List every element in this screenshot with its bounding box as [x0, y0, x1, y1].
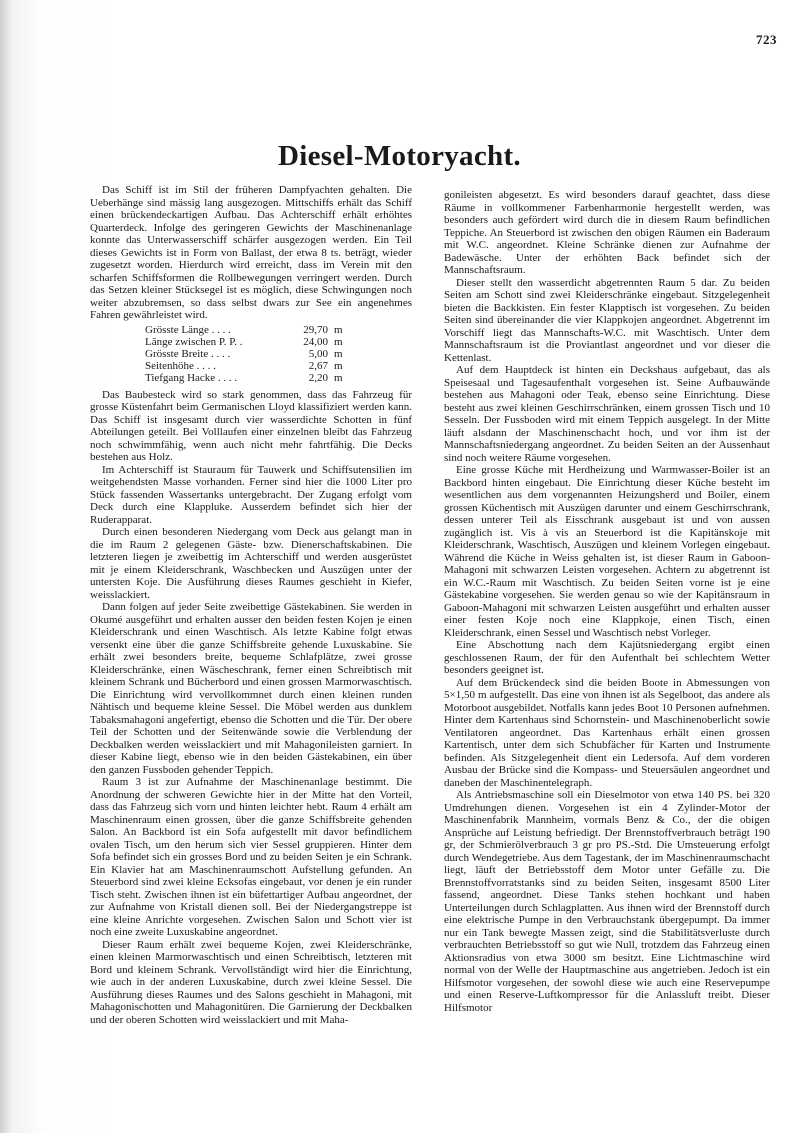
spec-value: 2,67	[308, 359, 328, 372]
spec-label: Tiefgang Hacke . . . .	[145, 371, 238, 384]
paragraph: Dieser Raum erhält zwei bequeme Kojen, zwei Kleiderschränke, einen kleinen Marmorwaschtisch und einen Schreibtisch, letzteren mit Bord und kleinem Schrank. Vervollständigt wird hier die Einrichtung, wie auch in der anderen Luxuskabine, durch zwei kleine Sessel. Die Ausführung dieses Raumes und des Salons geschieht in Mahagoni, mit Mahagonischotten und Mahagonitüren. Die Garnierung der Deckbalken und der oberen Schotten wird weisslackiert und mit Maha-	[90, 938, 412, 1026]
page-number: 723	[756, 32, 777, 47]
spec-unit: m	[334, 335, 343, 348]
paragraph: Eine Abschottung nach dem Kajütsniedergang ergibt einen geschlossenen Raum, der für den Aufenthalt bei schlechtem Wetter besonders geeignet ist.	[444, 639, 770, 676]
paragraph: Als Antriebsmaschine soll ein Dieselmotor von etwa 140 PS. bei 320 Umdrehungen dienen. Vorgesehen ist ein 4 Zylinder-Motor der Maschinenfabrik Mannheim, vormals Benz & Co., der die obigen Ansprüche auf Leistung befriedigt. Der Brennstoffverbrauch beträgt 190 gr, der Schmierölverbrauch 3 gr pro PS.-Std. Die Umsteuerung erfolgt durch Wendegetriebe. Aus dem Tagestank, der im Maschinenraumschacht liegt, läuft der Betriebsstoff dem Motor unter Gefälle zu. Die Brennstoffvorratstanks sind zu beiden Seiten, insgesamt 8500 Liter fassend, angeordnet. Diese Tanks stehen hochkant und haben Unterteilungen durch Schlagplatten. Aus ihnen wird der Brennstoff durch eine elektrische Pumpe in den Verbrauchstank übergepumpt. Da immer nur ein Tank bewegte Massen zeigt, sind die Stabilitätsverluste durch verbrauchten Betriebsstoff so gut wie Null, trotzdem das Fahrzeug einen Aktionsradius von etwa 3000 sm besitzt. Eine Lichtmaschine wird normal von der Welle der Hauptmaschine aus angetrieben. Jedoch ist ein Hilfsmotor vorgesehen, der sowohl diese wie auch eine Reservepumpe und einen Reserve-Luftkompressor für die Anlassluft treibt. Dieser Hilfsmotor	[444, 789, 770, 1014]
paragraph: Raum 3 ist zur Aufnahme der Maschinenanlage bestimmt. Die Anordnung der schweren Gewichte hier in der Mitte hat den Vorteil, dass das Fahrzeug sich vorn und hinten leichter hebt. Raum 4 erhält am Maschinenraum einen grossen, über die ganze Schiffsbreite gehenden Salon. An Backbord ist ein Sofa aufgestellt mit davor befindlichem ovalen Tisch, um den herum sich vier Sessel gruppieren. Hinter dem Sofa befindet sich ein grosses Bord und zu beiden Seiten je ein Schrank. Ein Klavier hat am Maschinenraumschott Aufstellung gefunden. An Steuerbord sind zwei kleine Ecksofas eingebaut, vor denen je ein runder Tisch steht. Zwischen ihnen ist ein büfettartiger Aufbau angeordnet, der zur Aufnahme von Kristall dienen soll. Bei der Niedergangstreppe ist eine kleine Anrichte vorgesehen. Zwischen Salon und Schott vier ist noch eine zweite Luxuskabine angeordnet.	[90, 776, 412, 938]
paragraph: Auf dem Brückendeck sind die beiden Boote in Abmessungen von 5×1,50 m aufgestellt. Das eine von ihnen ist als Segelboot, das andere als Motorboot ausgebildet. Notfalls kann jedes Boot 10 Personen aufnehmen. Hinter dem Kartenhaus sind Schornstein- und Maschinenoberlicht sowie Ventilatoren angeordnet. Das Kartenhaus erhält einen grossen Kartentisch, unter dem sich Schubfächer für Karten und Instrumente befinden. Als Sitzgelegenheit dient ein Ledersofa. Auf dem vorderen Ausbau der Brücke sind die Kompass- und Steuersäulen angeordnet und daneben der Maschinentelegraph.	[444, 676, 770, 789]
spec-label: Länge zwischen P. P. .	[145, 335, 243, 348]
paragraph: Eine grosse Küche mit Herdheizung und Warmwasser-Boiler ist an Backbord hinten eingebaut. Die Einrichtung dieser Küche besteht im wesentlichen aus dem vorgenannten Heizungsherd und Boiler, einem grossen Küchentisch mit Auszügen darunter und einem Geschirrschrank, dessen unterer Teil als Eisschrank ausgebaut ist und von aussen zugänglich ist. Vis à vis an Steuerbord ist die Kapitänskoje mit Kleiderschrank, Waschtisch, Auszügen und kleinem Vorlegen eingebaut. Während die Küche in Weiss gehalten ist, ist dieser Raum in Gaboon-Mahagoni mit schwarzen Leisten vorgesehen. Achtern zu abgetrennt ist ein W.C.-Raum mit Waschtisch. Zu beiden Seiten vorne ist je eine Gästekabine vorgesehen. Sie werden genau so wie der Kapitänsraum in Gaboon-Mahagoni mit schwarzen Leisten ausgeführt und erhalten ausser einer festen Koje noch eine Klappkoje, einen Tisch, einen Kleiderschrank, einen Sessel und Waschtisch nebst Vorleger.	[444, 464, 770, 639]
spec-label: Seitenhöhe . . . .	[145, 359, 216, 372]
paragraph: Durch einen besonderen Niedergang vom Deck aus gelangt man in die im Raum 2 gelegenen Gäste- bzw. Dienerschaftskabinen. Die letzteren liegen je zweibettig im Achterschiff und werden ausgerüstet mit je einem Kleiderschrank, Waschbecken und Auszügen unter der untersten Koje. Die Ausführung dieses Raumes geschieht in Kiefer, weisslackiert.	[90, 526, 412, 601]
spec-value: 29,70	[303, 323, 328, 336]
left-column	[90, 184, 412, 1026]
paragraph: Dieser stellt den wasserdicht abgetrennten Raum 5 dar. Zu beiden Seiten am Schott sind zwei Kleiderschränke eingebaut. Sitzgelegenheit bieten die Backkisten. Ein fester Klapptisch ist vorgesehen. Zu beiden Seiten sind übereinander die vier Klappkojen angeordnet. Abgetrennt im Vorschiff liegt das Mannschafts-W.C. mit Waschtisch. Unter dem Mannschaftsraum ist die Proviantlast angeordnet und vor dieser die Kettenlast.	[444, 276, 770, 364]
paragraph: Das Baubesteck wird so stark genommen, dass das Fahrzeug für grosse Küstenfahrt beim Germanischen Lloyd klassifiziert werden kann. Das Schiff ist insgesamt durch vier wasserdichte Schotten in fünf Abteilungen geteilt. Bei Volllaufen einer einzelnen bleibt das Fahrzeug noch schwimmfähig, wenn auch nicht mehr fahrtfähig. Die Decks bestehen aus Holz.	[90, 388, 412, 463]
spec-unit: m	[334, 323, 343, 336]
spec-value: 2,20	[308, 371, 328, 384]
table-row	[145, 324, 343, 336]
spec-value: 24,00	[303, 335, 328, 348]
paragraph: Im Achterschiff ist Stauraum für Tauwerk und Schiffsutensilien im weitgehendsten Masse vorhanden. Ferner sind hier die 1000 Liter pro Stück fassenden Wassertanks untergebracht. Der Zugang erfolgt vom Deck durch eine Klappluke. Ausserdem befindet sich hier der Ruderapparat.	[90, 463, 412, 526]
paragraph: Das Schiff ist im Stil der früheren Dampfyachten gehalten. Die Ueberhänge sind mässig lang ausgezogen. Mittschiffs erhält das Schiff einen brückendeckartigen Aufbau. Das Achterschiff erhält erhöhtes Quarterdeck. Infolge des geringeren Gewichts der Maschinenanlage konnte das Unterwasserschiff schärfer ausgezogen werden. Ein Teil dieses Gewichts ist in Form von Ballast, der etwa 8 ts. beträgt, wieder zugesetzt worden. Hierdurch wird erreicht, dass im Verein mit den scharfen Schiffsformen die Rollbewegungen verringert werden. Durch das Setzen kleiner Stücksegel ist es möglich, diese Schwingungen noch weiter abzubremsen, so dass selbst dwars zur See ein angenehmes Fahren gewährleistet wird.	[90, 184, 412, 321]
table-row	[145, 348, 343, 360]
paragraph: Dann folgen auf jeder Seite zweibettige Gästekabinen. Sie werden in Okumé ausgeführt und erhalten ausser den beiden festen Kojen je einen Kleiderschrank und einen Waschtisch. Als letzte Kabine folgt etwas versenkt eine über die ganze Schiffsbreite gehende Luxuskabine. Sie erhält zwei besonders breite, bequeme Schlafplätze, zwei grosse Kleiderschränke, einen Wäscheschrank, ferner einen Schreibtisch mit kleinem Schrank und Bücherbord und einen grossen Marmorwaschtisch. Die Einrichtung wird vervollkommnet durch einen kleinen runden Nähtisch und bequeme kleine Sessel. Die Möbel werden aus dunklem Tabaksmahagoni angefertigt, ebenso die Schotten und die Tür. Der obere Teil der Schotten und der Seitenwände sowie die Verblendung der Deckbalken werden weisslackiert und mit Mahagonileisten garniert. In dieser Kabine liegt, ebenso wie in den beiden Gästekabinen, ein über den ganzen Fussboden gehender Teppich.	[90, 601, 412, 776]
dimensions-table	[145, 324, 343, 384]
spec-label: Grösste Breite . . . .	[145, 347, 231, 360]
table-row	[145, 336, 343, 348]
right-column	[444, 189, 770, 1014]
spec-value: 5,00	[308, 347, 328, 360]
table-row	[145, 360, 343, 372]
table-row	[145, 372, 343, 384]
spec-unit: m	[334, 371, 343, 384]
spec-unit: m	[334, 359, 343, 372]
spec-unit: m	[334, 347, 343, 360]
paragraph: Auf dem Hauptdeck ist hinten ein Deckshaus aufgebaut, das als Speisesaal und Tagesaufenthalt vorgesehen ist. Seine Aufbauwände bestehen aus Mahagoni oder Teak, ebenso seine Einrichtung. Diese besteht aus zwei kleinen Geschirrschränken, einem grossen Tisch und 10 Sesseln. Der Fussboden wird mit einem Teppich ausgelegt. In der Mitte läuft alsdann der Maschinenschacht hoch, und vor ihm ist der Mannschaftsniedergang angeordnet. Zu beiden Seiten an der Aussenhaut sind noch weitere Räume vorgesehen.	[444, 364, 770, 464]
spec-label: Grösste Länge . . . .	[145, 323, 231, 336]
paragraph: gonileisten abgesetzt. Es wird besonders darauf geachtet, dass diese Räume in vollkommener Farbenharmonie hergestellt werden, was besonders auch gefördert wird durch die in diesem Raum befindlichen Teppiche. An Steuerbord ist zwischen den obigen Räumen ein Baderaum mit W.C. angeordnet. Kleine Schränke dienen zur Aufnahme der Badewäsche. Unter der erhöhten Back befindet sich der Mannschaftsraum.	[444, 189, 770, 276]
article-title: Diesel-Motoryacht.	[278, 140, 521, 172]
